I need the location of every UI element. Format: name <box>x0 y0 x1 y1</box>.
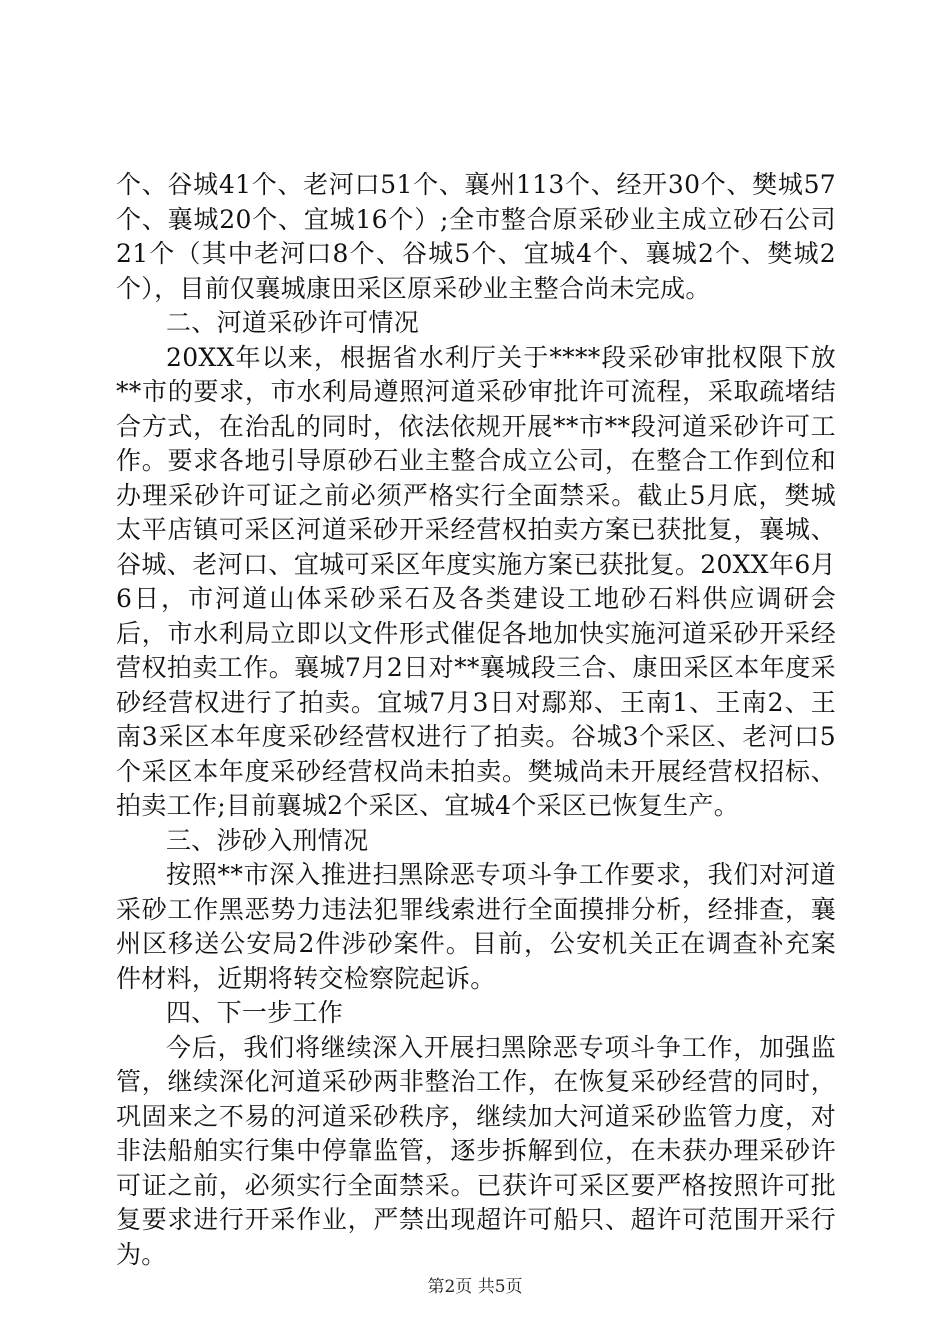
section-heading-permit: 二、河道采砂许可情况 <box>166 308 420 337</box>
paragraph-next-steps: 今后，我们将继续深入开展扫黑除恶专项斗争工作，加强监管，继续深化河道采砂两非整治工作，在恢复采砂经营的同时，巩固来之不易的河道采砂秩序，继续加大河道采砂监管力度，对非法船舶实行集中停靠监管，逐步拆解到位，在未获办理采砂许可证之前，必须实行全面禁采。已获许可采区要严格按照许可批复要求进行开采作业，严禁出现超许可船只、超许可范围开采行为。 <box>116 1032 836 1269</box>
page-number: 第2页 共5页 <box>427 1277 523 1297</box>
section-heading-criminal: 三、涉砂入刑情况 <box>166 825 369 855</box>
paragraph-permit: 20XX年以来，根据省水利厅关于****段采砂审批权限下放**市的要求，市水利局遵照河道采砂审批许可流程，采取疏堵结合方式，在治乱的同时，依法依规开展**市**段河道采砂许可工作。要求各地引导原砂石业主整合成立公司，在整合工作到位和办理采砂许可证之前必须严格实行全面禁采。截止5月底，樊城太平店镇可采区河道采砂开采经营权拍卖方案已获批复，襄城、谷城、老河口、宜城可采区年度实施方案已获批复。20XX年6月6日，市河道山体采砂采石及各类建设工地砂石料供应调研会后，市水利局立即以文件形式催促各地加快实施河道采砂开采经营权拍卖工作。襄城7月2日对**襄城段三合、康田采区本年度采砂经营权进行了拍卖。宜城7月3日对鄢郑、王南1、王南2、王南3采区本年度采砂经营权进行了拍卖。谷城3个采区、老河口5个采区本年度采砂经营权尚未拍卖。樊城尚未开展经营权招标、拍卖工作;目前襄城2个采区、宜城4个采区已恢复生产。 <box>116 342 836 820</box>
paragraph-continuation: 个、谷城41个、老河口51个、襄州113个、经开30个、樊城57个、襄城20个、宜城16个）;全市整合原采砂业主成立砂石公司21个（其中老河口8个、谷城5个、宜城4个、襄城2个、樊城2个），目前仅襄城康田采区原采砂业主整合尚未完成。 <box>116 170 836 303</box>
section-heading-next-steps: 四、下一步工作 <box>166 998 344 1027</box>
paragraph-criminal: 按照**市深入推进扫黑除恶专项斗争工作要求，我们对河道采砂工作黑恶势力违法犯罪线索进行全面摸排分析，经排查，襄州区移送公安局2件涉砂案件。目前，公安机关正在调查补充案件材料，近期将转交检察院起诉。 <box>116 860 836 993</box>
document-body <box>116 168 836 1272</box>
page-footer <box>0 1276 950 1298</box>
